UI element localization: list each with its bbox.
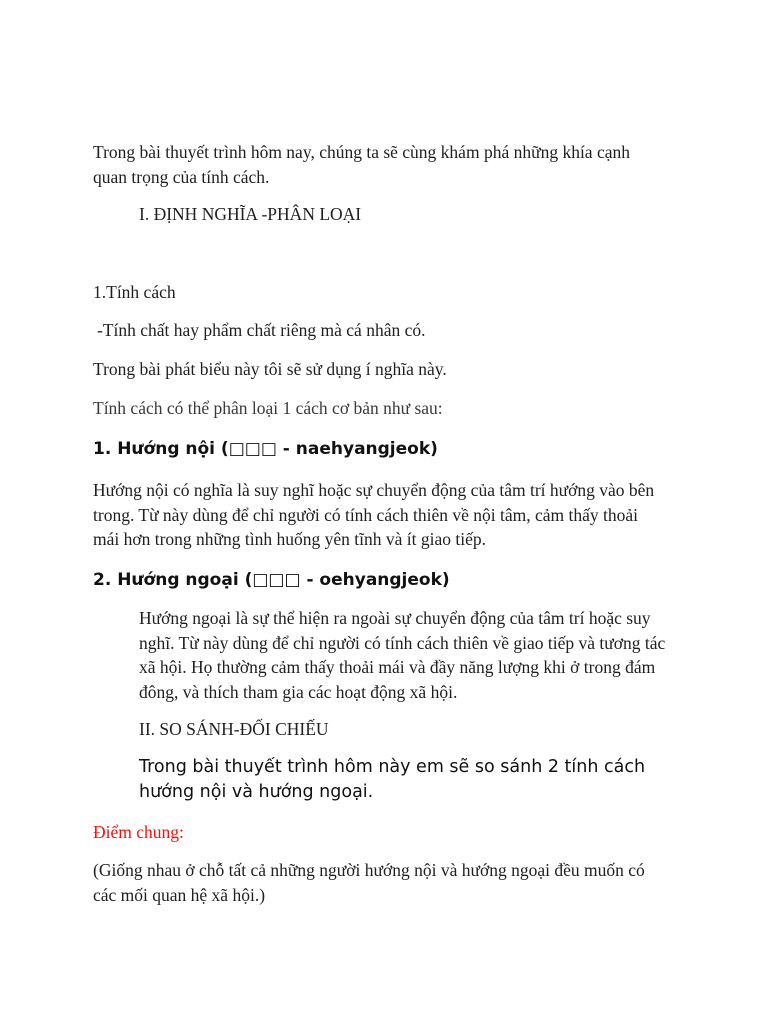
intro-paragraph: Trong bài thuyết trình hôm nay, chúng ta sẽ cùng khám phá những khía cạnh quan trọng của tính cách.: [93, 142, 630, 187]
section-title-comparison: II. SO SÁNH-ĐỐI CHIẾU: [139, 719, 329, 739]
introvert-paragraph: Hướng nội có nghĩa là suy nghĩ hoặc sự chuyển động của tâm trí hướng vào bên trong. Từ này dùng để chỉ người có tính cách thiên về nội tâm, cảm thấy thoải mái hơn trong những tình huống yên tĩnh và ít giao tiếp.: [93, 480, 655, 549]
common-points-paragraph: (Giống nhau ở chỗ tất cả những người hướng nội và hướng ngoại đều muốn có các mối quan hệ xã hội.): [93, 860, 645, 905]
comparison-intro: Trong bài thuyết trình hôm này em sẽ so sánh 2 tính cách hướng nội và hướng ngoại.: [139, 757, 646, 802]
section-title-definition: I. ĐỊNH NGHĨA -PHÂN LOẠI: [139, 204, 362, 224]
heading-introvert: 1. Hướng nội (□□□ - naehyangjeok): [93, 439, 438, 459]
heading-extrovert: 2. Hướng ngoại (□□□ - oehyangjeok): [93, 570, 450, 590]
extrovert-paragraph: Hướng ngoại là sự thể hiện ra ngoài sự chuyển động của tâm trí hoặc suy nghĩ. Từ này dùng để chỉ người có tính cách thiên về giao tiếp và tương tác xã hội. Họ thường cảm thấy thoải mái và đầy năng lượng khi ở trong đám đông, và thích tham gia các hoạt động xã hội.: [139, 608, 666, 702]
usage-note-paragraph: Trong bài phát biểu này tôi sẽ sử dụng í nghĩa này.: [93, 359, 447, 379]
definition-paragraph: -Tính chất hay phẩm chất riêng mà cá nhân có.: [97, 320, 426, 340]
subsection-personality: 1.Tính cách: [93, 282, 176, 302]
common-points-label: Điểm chung:: [93, 822, 184, 842]
classification-intro: Tính cách có thể phân loại 1 cách cơ bản như sau:: [93, 398, 443, 418]
